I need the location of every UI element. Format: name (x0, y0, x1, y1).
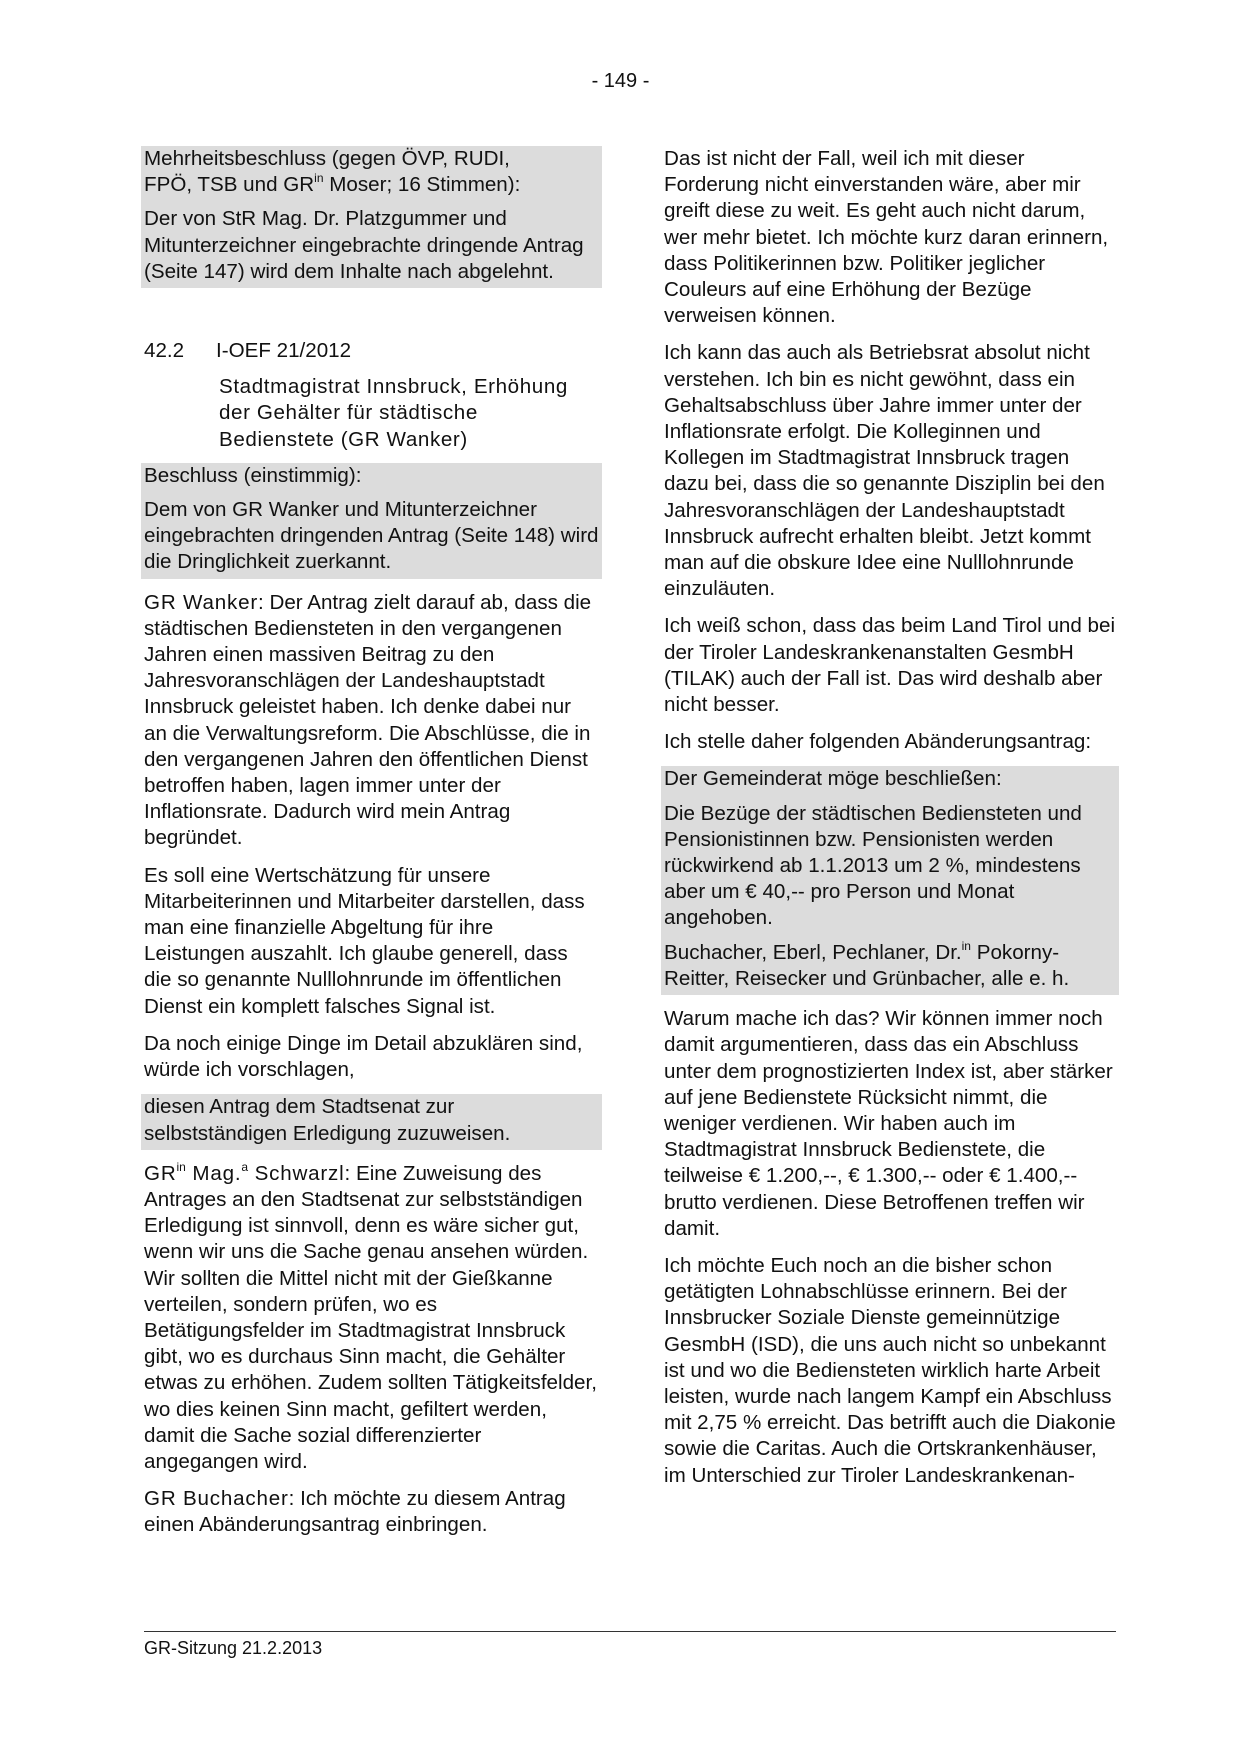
paragraph: Warum mache ich das? Wir können immer noch damit argumentieren, dass das ein Abschluss unter dem prognostizierten Index ist, aber stärker auf jene Bedienstete Rücksicht nimmt, die weniger verdienen. Wir haben auch im Stadtmagistrat Innsbruck Bedienstete, die teilweise € 1.200,--, € 1.300,-- oder € 1.400,-- brutto verdienen. Diese Betroffenen treffen wir damit. (664, 1007, 1113, 1240)
vote-line-1: Mehrheitsbeschluss (gegen ÖVP, RUDI, (144, 147, 510, 170)
paragraph: Es soll eine Wertschätzung für unsere Mitarbeiterinnen und Mitarbeiter darstellen, dass man eine finanzielle Abgeltung für ihre Leistungen auszahlt. Ich glaube generell, dass die so genannte Nulllohnrunde im öffentlichen Dienst ein komplett falsches Signal ist. (144, 863, 585, 1018)
proposal-box (141, 1094, 602, 1149)
motion-signers (664, 940, 1116, 992)
paragraph: Ich kann das auch als Betriebsrat absolut nicht verstehen. Ich bin es nicht gewöhnt, dass ein Gehaltsabschluss über Jahre immer unter der Inflationsrate erfolgt. Die Kolleginnen und Kollegen im Stadtmagistrat Innsbruck tragen dazu bei, dass die so genannte Disziplin bei den Jahresvoranschlägen der Landeshauptstadt Innsbruck aufrecht erhalten bleibt. Jetzt kommt man auf die obskure Idee eine Nulllohnrunde einzuläuten. (664, 341, 1105, 601)
speaker-sup: a (241, 1159, 249, 1174)
speaker-name: Schwarzl (248, 1161, 345, 1185)
paragraph: Ich weiß schon, dass das beim Land Tirol und bei der Tiroler Landeskrankenanstalten GesmbH (TILAK) auch der Fall ist. Das wird deshalb aber nicht besser. (664, 614, 1116, 717)
speech-text: : Eine Zuweisung des Antrages an den Stadtsenat zur selbstständigen Erledigung ist sinnvoll, denn es wäre sicher gut, wenn wir uns die Sache genau ansehen würden. Wir sollten die Mittel nicht mit der Gießkanne verteilen, sondern prüfen, wo es Betätigungsfelder im Stadtmagistrat Innsbruck gibt, wo es durchaus Sinn macht, die Gehälter etwas zu erhöhen. Zudem sollten Tätigkeitsfelder, wo dies keinen Sinn macht, gefiltert werden, damit die Sache sozial differenzierter angegangen wird. (144, 1161, 597, 1473)
paragraph-schwarzl (144, 1161, 599, 1475)
speech-text: : Ich möchte zu diesem Antrag einen Abänderungsantrag einbringen. (144, 1487, 566, 1537)
agenda-item-number: 42.2 (144, 339, 185, 363)
motion-label: Der Gemeinderat möge beschließen: (664, 767, 1002, 791)
paragraph-wanker (144, 590, 599, 852)
signers-sup: in (961, 938, 971, 953)
agenda-item-code: I-OEF 21/2012 (216, 339, 352, 363)
paragraph: Ich stelle daher folgenden Abänderungsantrag: (664, 730, 1092, 754)
speech-text: : Der Antrag zielt darauf ab, dass die städtischen Bediensteten in den vergangenen Jahren einen massiven Beitrag zu den Jahresvoranschlägen der Landeshauptstadt Innsbruck geleistet haben. Ich denke dabei nur an die Verwaltungsreform. Die Abschlüsse, die in den vergangenen Jahren den öffentlichen Dienst betroffen haben, lagen immer unter der Inflationsrate. Dadurch wird mein Antrag begründet. (144, 590, 592, 850)
paragraph: Da noch einige Dinge im Detail abzuklären sind, würde ich vorschlagen, (144, 1031, 583, 1082)
signers-pre: Buchacher, Eberl, Pechlaner, Dr. (664, 940, 962, 964)
vote-result-text: Der von StR Mag. Dr. Platzgummer und Mitunterzeichner eingebrachte dringende Antrag (Seite 147) wird dem Inhalte nach abgelehnt. (144, 207, 584, 283)
agenda-item-title: Stadtmagistrat Innsbruck, Erhöhung der Gehälter für städtische Bedienstete (GR Wanker) (219, 375, 568, 451)
speaker-sup: in (176, 1159, 186, 1174)
speaker-mag: Mag. (185, 1161, 242, 1185)
page-number: - 149 - (591, 70, 650, 92)
decision-text: Dem von GR Wanker und Mitunterzeichner eingebrachten dringenden Antrag (Seite 148) wird die Dringlichkeit zuerkannt. (144, 498, 599, 574)
footer-divider (144, 1631, 1116, 1632)
signers-post: Pokorny-Reitter, Reisecker und Grünbacher, alle e. h. (664, 940, 1070, 990)
speaker-gr: GR (144, 1161, 177, 1185)
paragraph-buchacher (144, 1486, 599, 1538)
proposal-text: diesen Antrag dem Stadtsenat zur selbstständigen Erledigung zuzuweisen. (144, 1095, 511, 1145)
speaker-name: GR Wanker (144, 590, 258, 614)
vote-line-2-sup: in (314, 171, 324, 186)
vote-line-2-pre: FPÖ, TSB und GR (144, 173, 315, 197)
paragraph: Ich möchte Euch noch an die bisher schon getätigten Lohnabschlüsse erinnern. Bei der Innsbrucker Soziale Dienste gemeinnützige GesmbH (ISD), die uns auch nicht so unbekannt ist und wo die Bediensteten wirklich harte Arbeit leisten, wurde nach langem Kampf ein Abschluss mit 2,75 % erreicht. Das betrifft auch die Diakonie sowie die Caritas. Auch die Ortskrankenhäuser, im Unterschied zur Tiroler Landeskrankenan- (664, 1253, 1116, 1487)
motion-box (661, 766, 1119, 995)
agenda-item-header (144, 338, 599, 364)
speaker-name: GR Buchacher (144, 1487, 289, 1511)
vote-label (144, 146, 599, 198)
footer-text: GR-Sitzung 21.2.2013 (144, 1638, 323, 1658)
motion-text: Die Bezüge der städtischen Bediensteten und Pensionistinnen bzw. Pensionisten werden rückwirkend ab 1.1.2013 um 2 %, mindestens aber um € 40,-- pro Person und Monat angehoben. (664, 801, 1082, 930)
decision-label: Beschluss (einstimmig): (144, 463, 362, 487)
left-column (144, 146, 599, 1550)
vote-line-2-post: Moser; 16 Stimmen): (323, 173, 521, 197)
decision-box (141, 463, 602, 579)
vote-result-box (141, 146, 602, 288)
right-column (664, 146, 1116, 1500)
paragraph: Das ist nicht der Fall, weil ich mit dieser Forderung nicht einverstanden wäre, aber mir greift diese zu weit. Es geht auch nicht darum, wer mehr bietet. Ich möchte kurz daran erinnern, dass Politikerinnen bzw. Politiker jeglicher Couleurs auf eine Erhöhung der Bezüge verweisen können. (664, 147, 1109, 328)
